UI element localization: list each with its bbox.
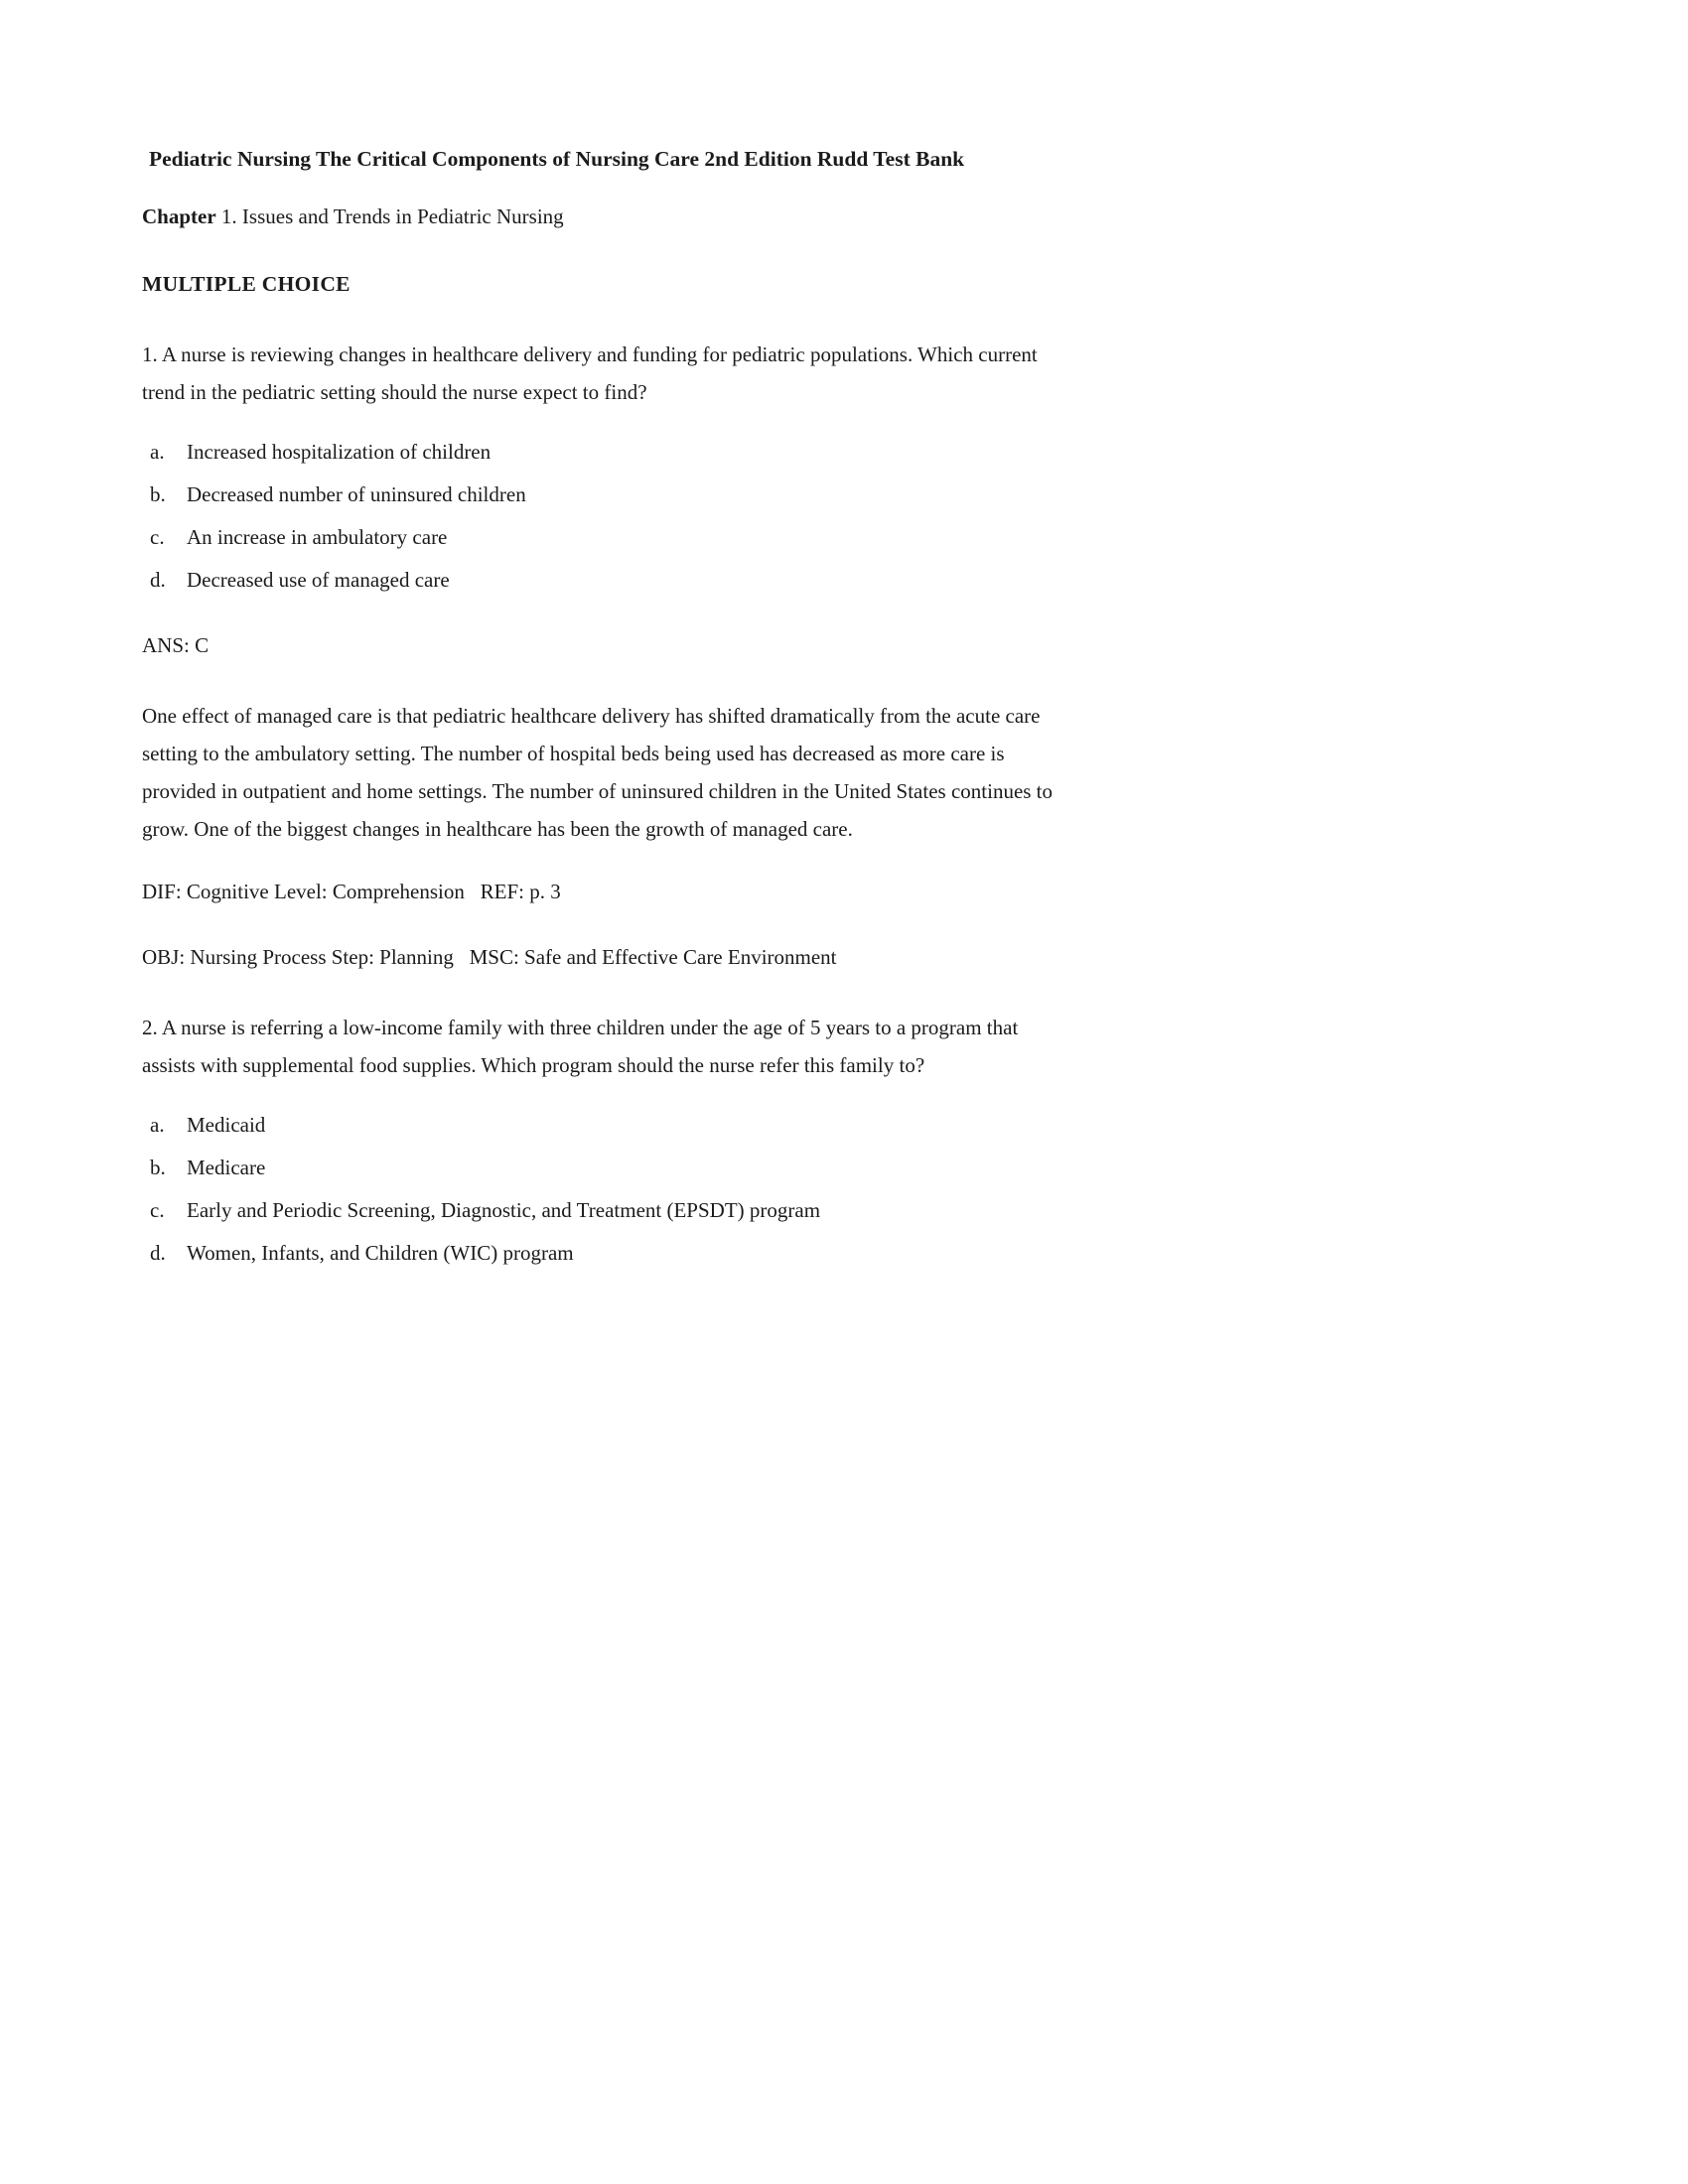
question-1-stem: 1. A nurse is reviewing changes in healthcare delivery and funding for pediatric populations. Which current trend in the pediatric setting should the nurse expect to find? (142, 342, 1038, 404)
question-1-dif-ref: DIF: Cognitive Level: Comprehension REF: p. 3 (142, 880, 561, 903)
question-1-rationale: One effect of managed care is that pediatric healthcare delivery has shifted dramatically from the acute care setting to the ambulatory setting. The number of hospital beds being used has decreased as more care is provided in outpatient and home settings. The number of uninsured children in the United States continues to grow. One of the biggest changes in healthcare has been the growth of managed care. (142, 704, 1054, 841)
question-2-option-c (150, 1189, 1062, 1232)
option-letter: b. (150, 482, 166, 506)
question-1-obj-msc: OBJ: Nursing Process Step: Planning MSC: Safe and Effective Care Environment (142, 945, 837, 969)
option-text: Decreased number of uninsured children (187, 482, 526, 506)
option-text: Women, Infants, and Children (WIC) program (187, 1241, 574, 1265)
chapter-heading (142, 203, 1062, 230)
option-text: An increase in ambulatory care (187, 525, 448, 549)
option-text: Early and Periodic Screening, Diagnostic, and Treatment (EPSDT) program (187, 1198, 821, 1222)
question-1-option-b (150, 474, 1062, 516)
question-1-option-a (150, 431, 1062, 474)
question-1-option-d (150, 559, 1062, 602)
question-1-options (142, 431, 1062, 602)
option-letter: d. (150, 568, 166, 592)
question-1-option-c (150, 516, 1062, 559)
question-2-option-a (150, 1104, 1062, 1147)
document-title: Pediatric Nursing The Critical Components of Nursing Care 2nd Edition Rudd Test Bank (149, 147, 965, 171)
option-letter: a. (150, 1113, 165, 1137)
option-letter: c. (150, 525, 165, 549)
chapter-label: Chapter (142, 205, 216, 228)
option-text: Medicaid (187, 1113, 266, 1137)
option-letter: a. (150, 440, 165, 464)
option-letter: d. (150, 1241, 166, 1265)
chapter-title-text: 1. Issues and Trends in Pediatric Nursing (215, 205, 564, 228)
option-letter: c. (150, 1198, 165, 1222)
section-heading: MULTIPLE CHOICE (142, 272, 351, 296)
option-text: Decreased use of managed care (187, 568, 450, 592)
question-2-options (142, 1104, 1062, 1275)
option-letter: b. (150, 1156, 166, 1179)
question-2-option-d (150, 1232, 1062, 1275)
question-2-option-b (150, 1147, 1062, 1189)
question-2-stem: 2. A nurse is referring a low-income family with three children under the age of 5 years to a program that assists with supplemental food supplies. Which program should the nurse refer this family to? (142, 1016, 1019, 1077)
option-text: Medicare (187, 1156, 266, 1179)
question-1-answer: ANS: C (142, 633, 210, 657)
option-text: Increased hospitalization of children (187, 440, 492, 464)
